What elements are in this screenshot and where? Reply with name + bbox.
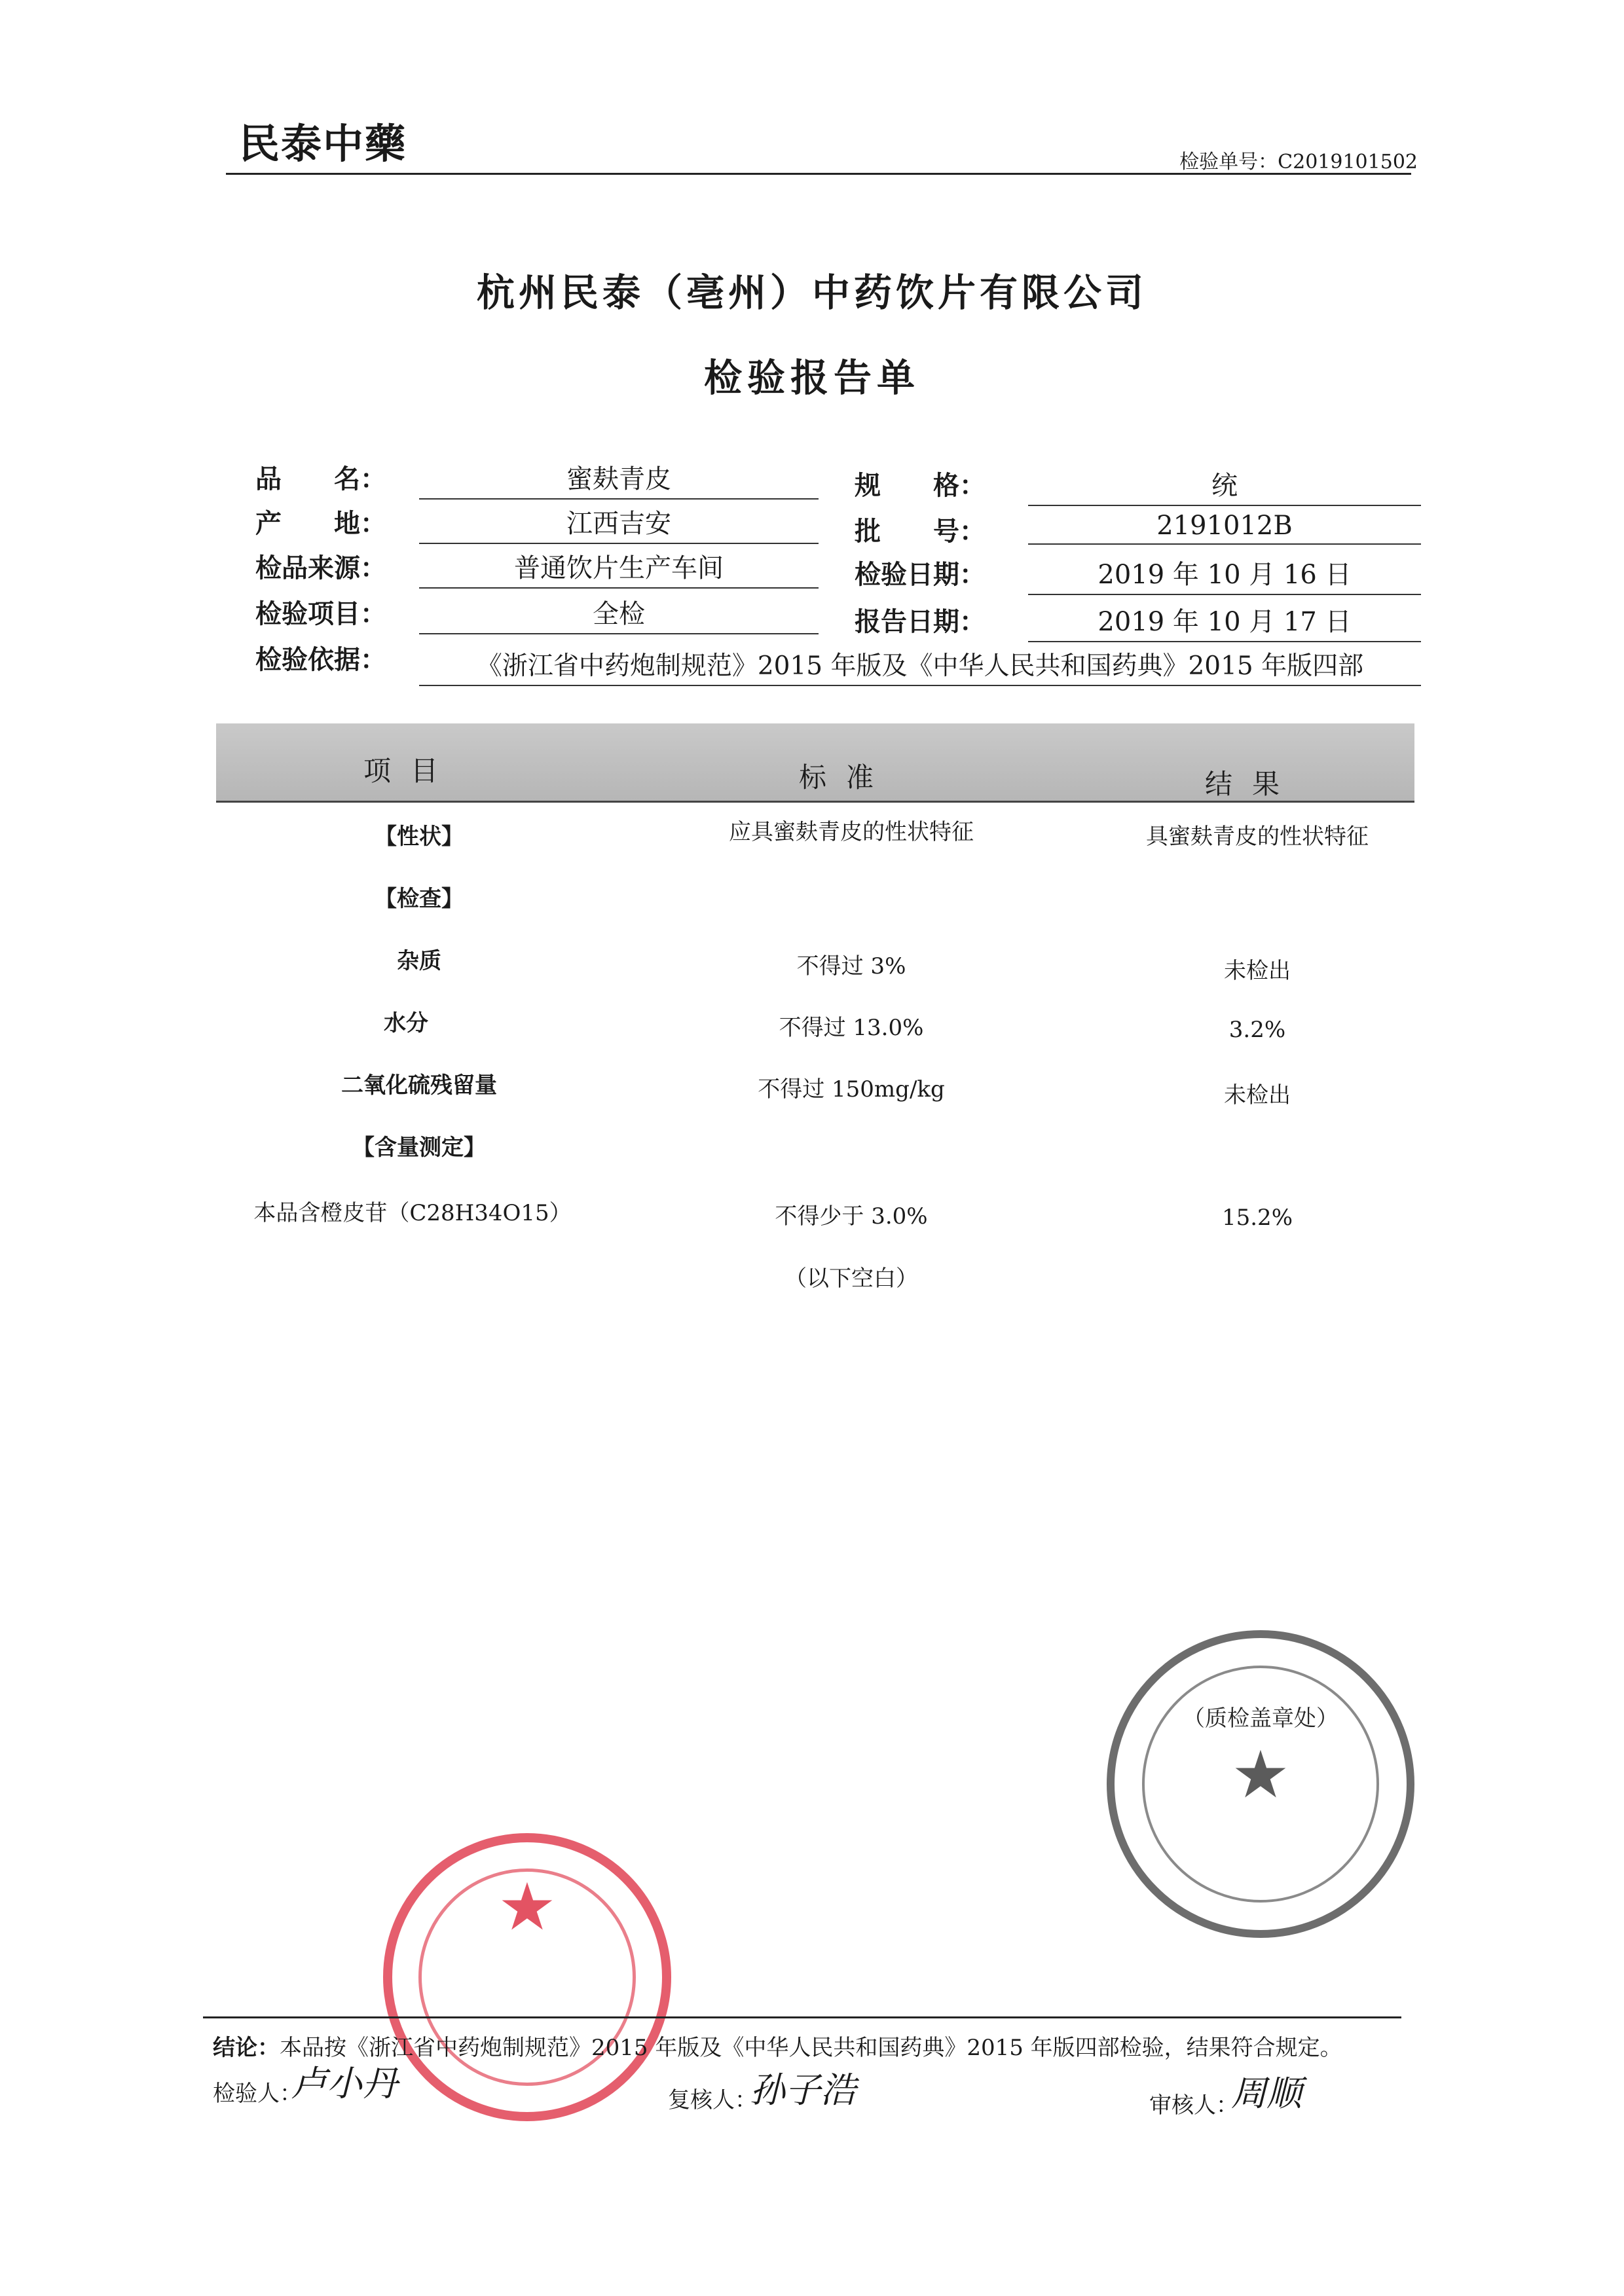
row-moisture-result: 3.2% (1228, 1017, 1286, 1043)
row-hesperidin-result: 15.2% (1221, 1205, 1293, 1231)
col-header-result: 结果 (1205, 768, 1300, 800)
test-date-label: 检验日期： (855, 559, 986, 590)
inspection-seal (1107, 1630, 1414, 1938)
row-moisture-item: 水分 (384, 1010, 428, 1036)
doc-no-value: C2019101502 (1278, 151, 1418, 173)
item-label: 检验项目： (255, 598, 386, 629)
item-value: 全检 (419, 593, 819, 634)
row-appearance-standard: 应具蜜麸青皮的性状特征 (729, 819, 974, 845)
spec-value: 统 (1028, 465, 1421, 506)
reviewer-label: 复核人： (668, 2087, 757, 2113)
name-value: 蜜麸青皮 (419, 458, 819, 500)
row-so2-standard: 不得过 150mg/kg (758, 1076, 945, 1102)
basis-label: 检验依据： (255, 644, 386, 675)
test-date-value: 2019 年 10 月 16 日 (1028, 554, 1421, 595)
document-number (1179, 145, 1418, 174)
row-impurity-item: 杂质 (397, 948, 441, 974)
row-appearance-result: 具蜜麸青皮的性状特征 (1146, 824, 1369, 850)
row-so2-result: 未检出 (1224, 1082, 1291, 1108)
conclusion-text: 本品按《浙江省中药炮制规范》2015 年版及《中华人民共和国药典》2015 年版四部检验，结果符合规定。 (280, 2035, 1342, 2061)
row-impurity-result: 未检出 (1224, 958, 1291, 984)
row-inspection-item: 【检查】 (375, 886, 464, 912)
company-title: 杭州民泰（亳州）中药饮片有限公司 (476, 270, 1147, 315)
header-divider (226, 173, 1411, 175)
star-icon: ★ (498, 1868, 557, 1945)
name-label: 品 名： (255, 464, 386, 494)
col-header-item: 项目 (363, 755, 458, 787)
origin-label: 产 地： (255, 508, 386, 539)
report-title: 检验报告单 (703, 355, 920, 400)
batch-label: 批 号： (855, 516, 986, 547)
origin-value: 江西吉安 (419, 503, 819, 544)
source-label: 检品来源： (255, 553, 386, 583)
row-hesperidin-item: 本品含橙皮苷（C28H34O15） (253, 1200, 572, 1226)
reviewer-signature: 孙子浩 (750, 2069, 856, 2111)
basis-value: 《浙江省中药炮制规范》2015 年版及《中华人民共和国药典》2015 年版四部 (419, 646, 1421, 686)
col-header-standard: 标准 (799, 761, 894, 793)
inspector-label: 检验人： (213, 2081, 302, 2107)
row-hesperidin-standard: 不得少于 3.0% (775, 1203, 928, 1230)
footer-divider (203, 2016, 1401, 2018)
approver-signature: 周顺 (1231, 2073, 1302, 2114)
blank-note: （以下空白） (784, 1266, 918, 1292)
inspector-signature: 卢小丹 (291, 2063, 397, 2104)
row-impurity-standard: 不得过 3% (796, 953, 906, 979)
source-value: 普通饮片生产车间 (419, 547, 819, 589)
report-date-label: 报告日期： (855, 606, 986, 637)
row-assay-item: 【含量测定】 (352, 1135, 486, 1161)
company-logo: 民泰中藥 (239, 120, 407, 168)
batch-value: 2191012B (1028, 511, 1421, 545)
approver-label: 审核人： (1149, 2092, 1238, 2119)
report-date-value: 2019 年 10 月 17 日 (1028, 601, 1421, 642)
quality-seal (383, 1833, 671, 2121)
row-so2-item: 二氧化硫残留量 (341, 1072, 497, 1099)
doc-no-label: 检验单号： (1179, 151, 1278, 173)
conclusion-label: 结论： (213, 2035, 280, 2061)
row-appearance-item: 【性状】 (375, 824, 464, 850)
row-moisture-standard: 不得过 13.0% (779, 1015, 924, 1041)
star-icon: ★ (1231, 1736, 1290, 1813)
spec-label: 规 格： (855, 470, 986, 501)
inspection-seal-label: （质检盖章处） (1183, 1705, 1338, 1732)
